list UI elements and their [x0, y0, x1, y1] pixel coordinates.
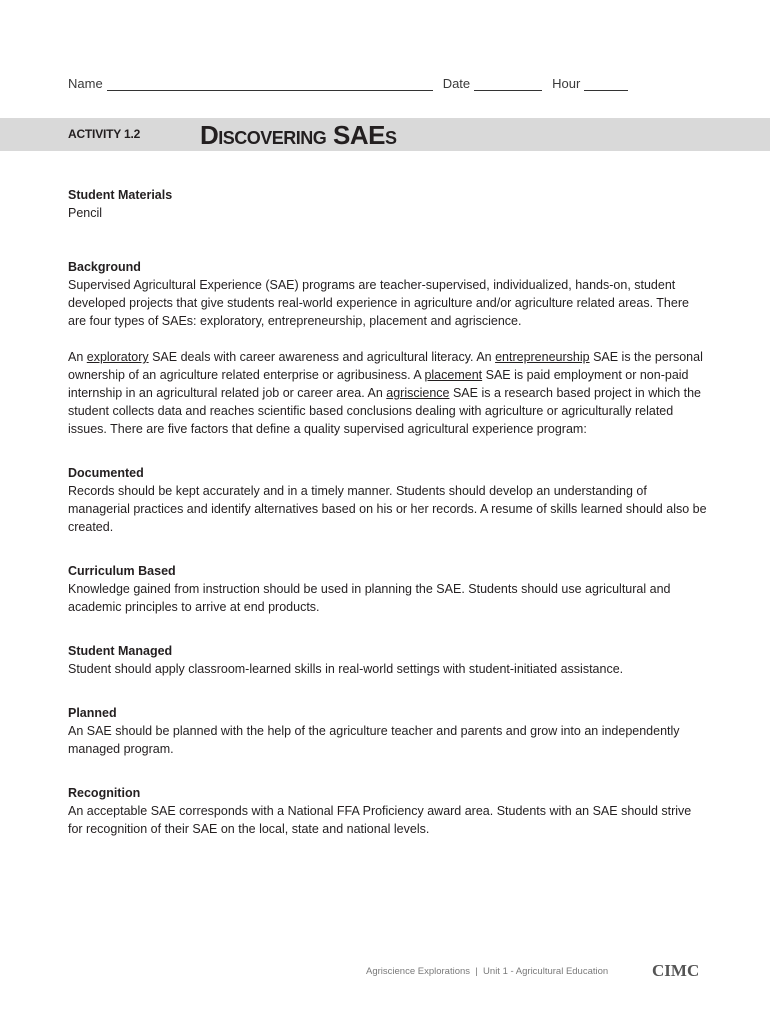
background-paragraph-2: An exploratory SAE deals with career awareness and agricultural literacy. An entrepreneurship SAE is the personal ownership of an agriculture related enterprise or agribusiness. A placement SAE is paid employment or non-paid internship in an agricultural related job or career area. An agriscience SAE is a research based project in which the student collects data and reaches scientific based conclusions dealing with agriculture or agriculturally related issues. There are five factors that define a quality supervised agricultural experience program:	[68, 350, 703, 436]
materials-text: Pencil	[68, 206, 103, 220]
factor-planned	[68, 704, 708, 758]
page-footer	[366, 961, 706, 981]
factor-heading: Student Managed	[68, 644, 173, 658]
factor-student-managed	[68, 642, 708, 678]
hour-label: Hour	[552, 76, 581, 91]
factor-text: Student should apply classroom-learned skills in real-world settings with student-initiated assistance.	[68, 662, 624, 676]
student-info-row	[68, 76, 638, 94]
factor-text: An SAE should be planned with the help of the agriculture teacher and parents and grow into an independently managed program.	[68, 724, 680, 756]
term-agriscience: agriscience	[386, 386, 450, 400]
factor-heading: Curriculum Based	[68, 564, 176, 578]
term-placement: placement	[424, 368, 483, 382]
cimc-logo: CIMC	[652, 961, 700, 980]
name-field-line[interactable]	[107, 76, 433, 91]
date-field-line[interactable]	[474, 76, 542, 91]
factor-recognition	[68, 784, 708, 838]
factor-text: Records should be kept accurately and in a timely manner. Students should develop an understanding of managerial practices and identify alternatives based on his or her records. A resume of skills learned should also be created.	[68, 484, 707, 534]
name-label: Name	[68, 76, 103, 91]
factor-text: Knowledge gained from instruction should be used in planning the SAE. Students should use agricultural and academic principles to arrive at end products.	[68, 582, 671, 614]
factor-curriculum-based	[68, 562, 708, 616]
factor-text: An acceptable SAE corresponds with a National FFA Proficiency award area. Students with an SAE should strive for recognition of their SAE on the local, state and national levels.	[68, 804, 692, 836]
background-section	[68, 258, 708, 438]
worksheet-body	[68, 186, 708, 838]
background-heading: Background	[68, 260, 141, 274]
factor-heading: Planned	[68, 706, 117, 720]
term-entrepreneurship: entrepreneurship	[495, 350, 590, 364]
factor-heading: Documented	[68, 466, 144, 480]
materials-heading: Student Materials	[68, 188, 173, 202]
background-paragraph-1: Supervised Agricultural Experience (SAE) programs are teacher-supervised, individualized, hands-on, student developed projects that give students real-world experience in agriculture and/or agriculture related areas. There are four types of SAEs: exploratory, entrepreneurship, placement and agriscience.	[68, 278, 689, 328]
footer-text: Agriscience Explorations | Unit 1 - Agricultural Education	[366, 966, 609, 977]
activity-label: ACTIVITY 1.2	[68, 127, 141, 141]
hour-field-line[interactable]	[584, 76, 628, 91]
date-label: Date	[442, 76, 471, 91]
page-title: Discovering SAEs	[200, 120, 397, 150]
factor-documented	[68, 464, 708, 536]
factor-heading: Recognition	[68, 786, 141, 800]
term-exploratory: exploratory	[86, 350, 149, 364]
materials-section	[68, 186, 708, 222]
